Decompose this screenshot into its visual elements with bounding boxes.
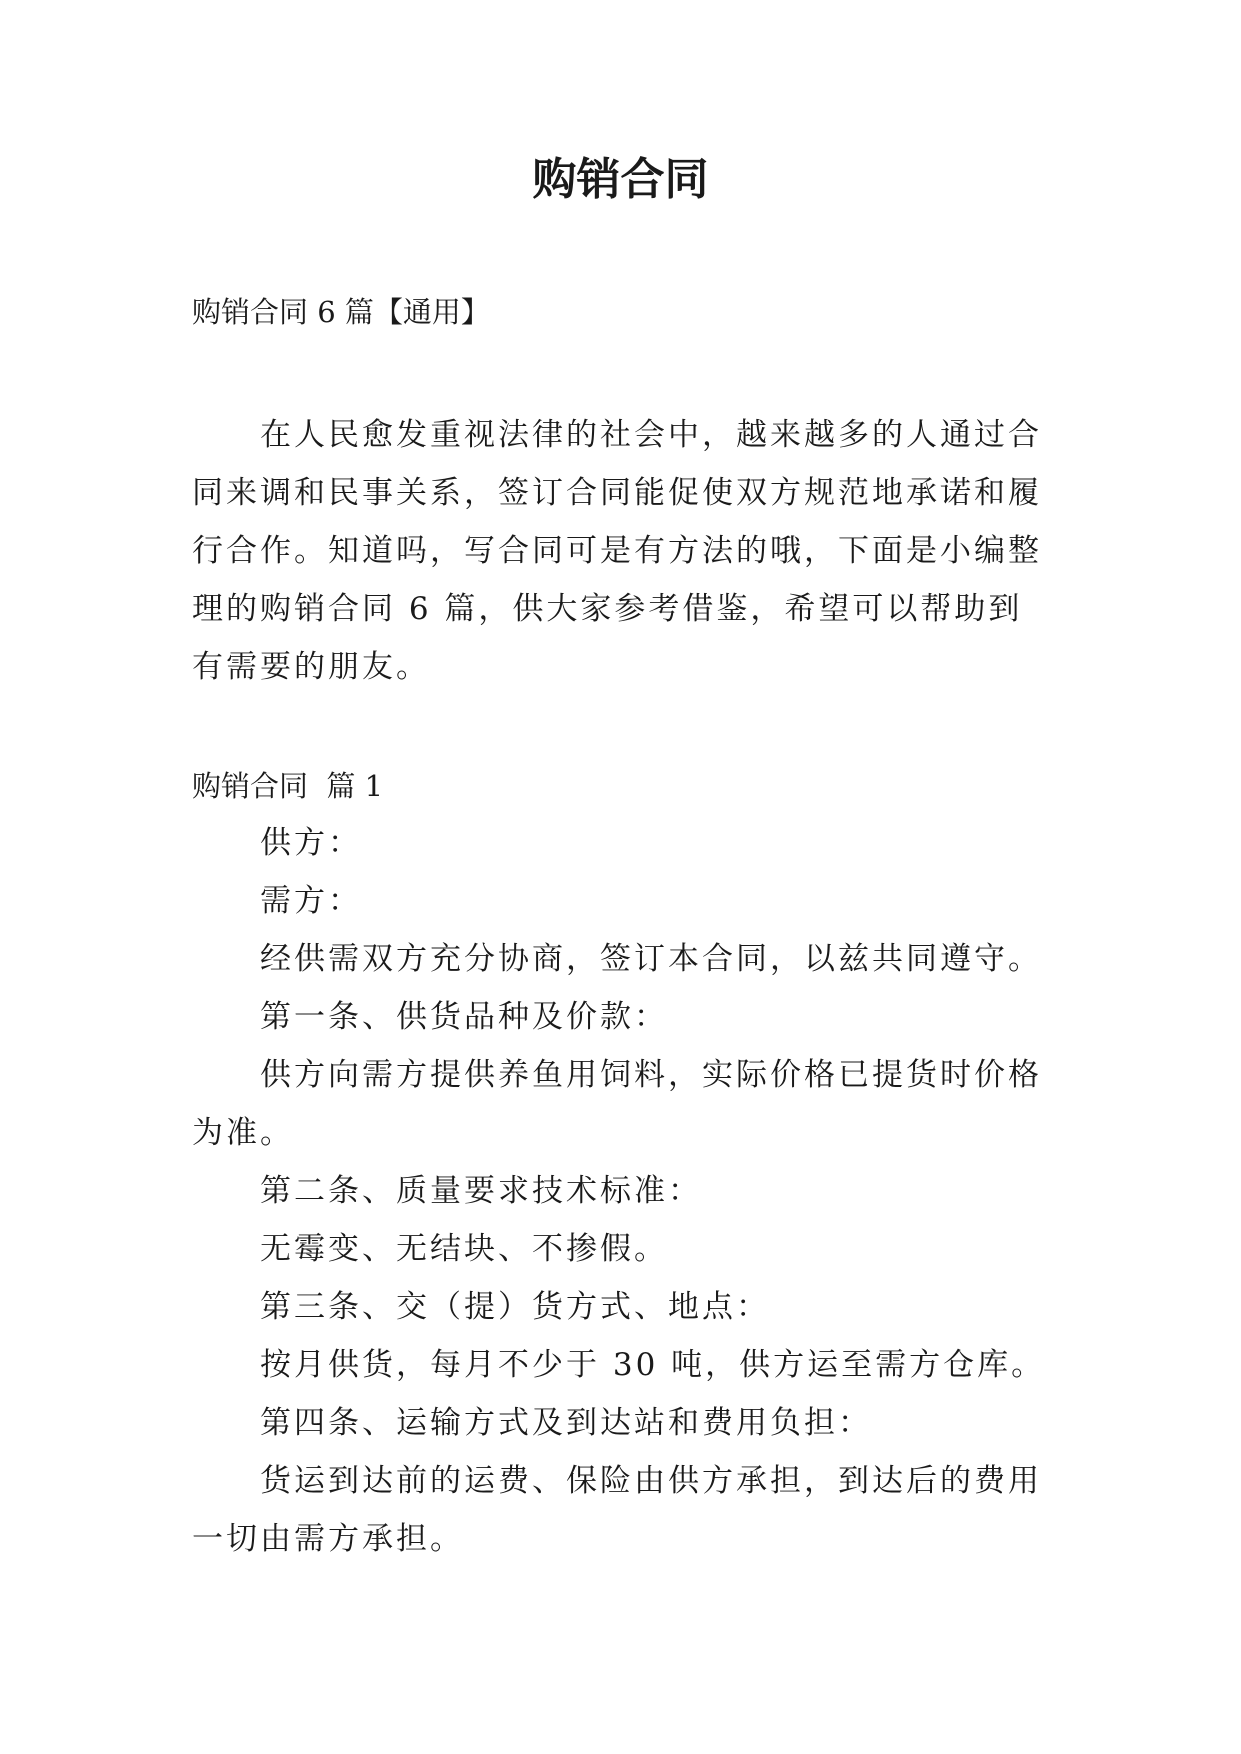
clause-3-text: 按月供货，每月不少于 30 吨，供方运至需方仓库。 <box>260 1347 1046 1383</box>
clause-2-text: 无霉变、无结块、不掺假。 <box>260 1231 668 1267</box>
clause-1-text: 供方向需方提供养鱼用饲料，实际价格已提货时价格为准。 <box>192 1057 1042 1151</box>
contract-body <box>192 814 1052 1568</box>
document-subtitle: 购销合同 6 篇【通用】 <box>192 295 490 329</box>
supplier-line: 供方： <box>260 825 362 861</box>
clause-4-heading: 第四条、运输方式及到达站和费用负担： <box>260 1405 872 1441</box>
clause-2-heading: 第二条、质量要求技术标准： <box>260 1173 702 1209</box>
buyer-line: 需方： <box>260 883 362 919</box>
clause-1-heading: 第一条、供货品种及价款： <box>260 999 668 1035</box>
section-heading: 购销合同 篇 1 <box>192 769 384 803</box>
clause-4-text: 货运到达前的运费、保险由供方承担，到达后的费用一切由需方承担。 <box>192 1463 1042 1557</box>
agreement-paragraph: 经供需双方充分协商，签订本合同，以兹共同遵守。 <box>260 941 1042 977</box>
document-title: 购销合同 <box>532 154 709 205</box>
intro-paragraph: 在人民愈发重视法律的社会中，越来越多的人通过合同来调和民事关系，签订合同能促使双方规范地承诺和履行合作。知道吗，写合同可是有方法的哦，下面是小编整理的购销合同 6 篇，供大家参考借鉴，希望可以帮助到有需要的朋友。 <box>192 417 1042 685</box>
clause-3-heading: 第三条、交（提）货方式、地点： <box>260 1289 770 1325</box>
